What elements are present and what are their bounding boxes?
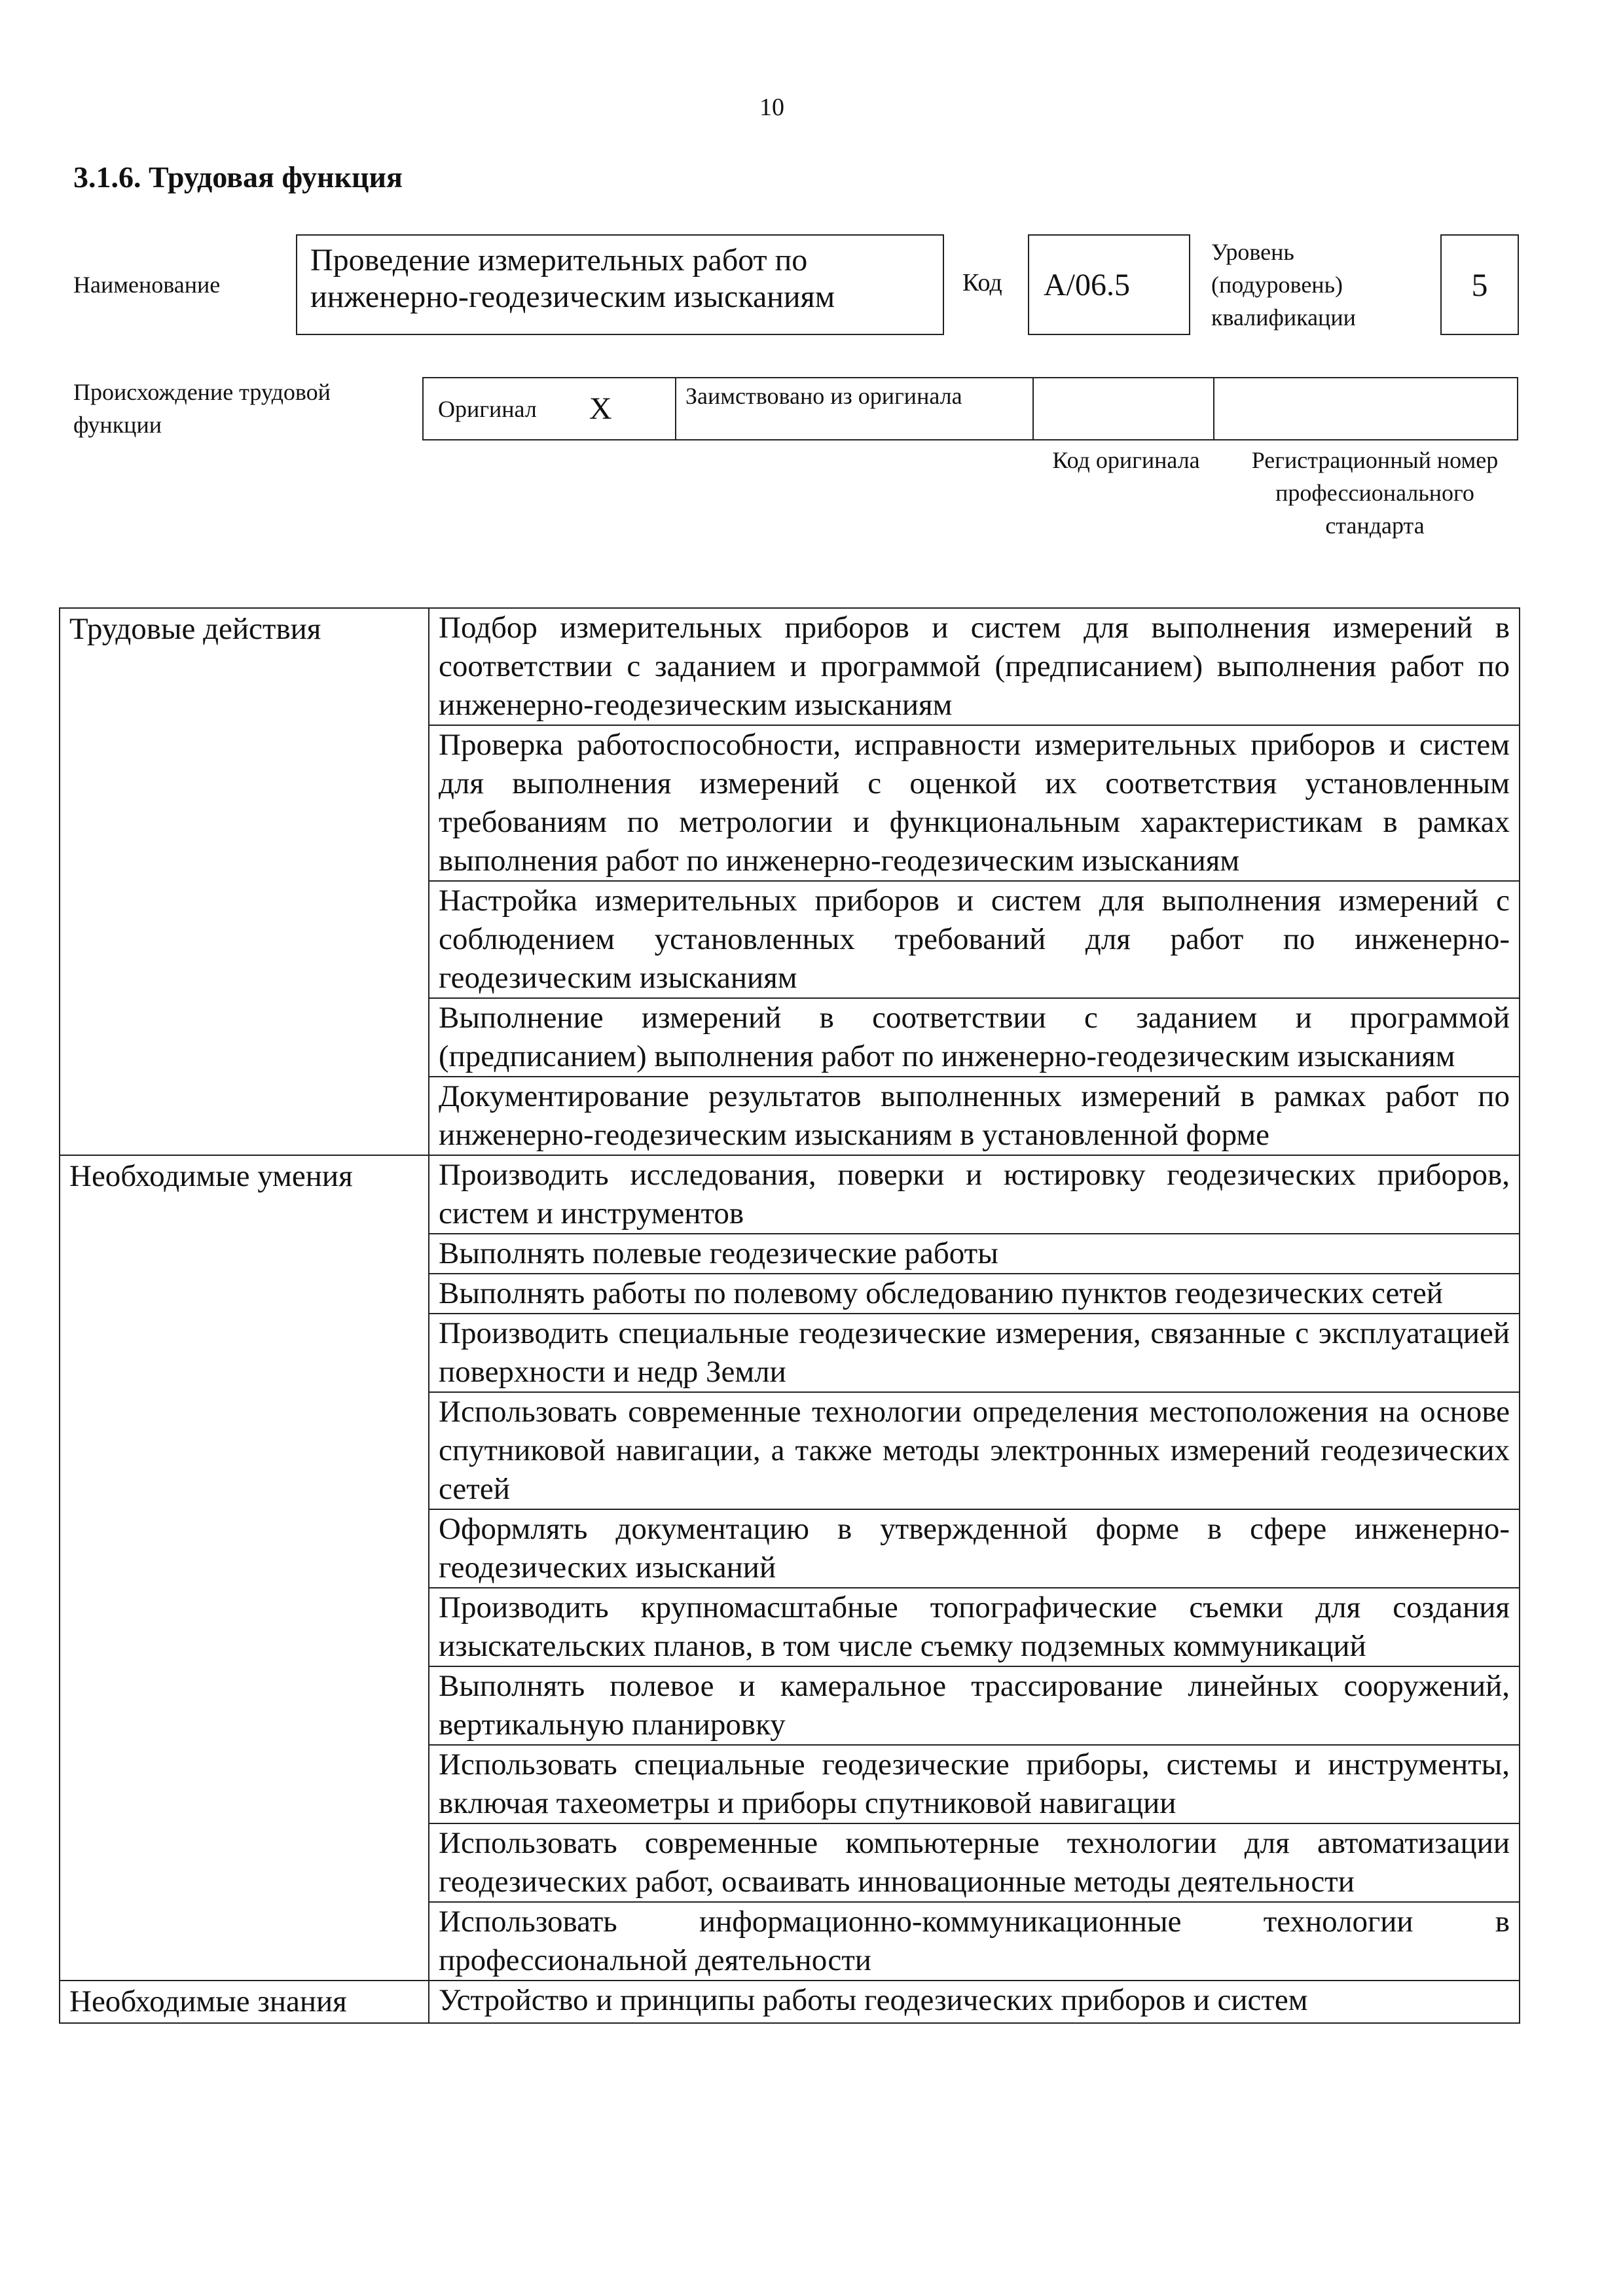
code-value: A/06.5 — [1044, 267, 1130, 302]
section-item: Подбор измерительных приборов и систем для выполнения измерений в соответствии с заданием и программой (предписанием) выполнения работ по инженерно-геодезическим изысканиям — [429, 608, 1520, 725]
caption-registration-number: Регистрационный номер профессионального стандарта — [1251, 447, 1499, 539]
level-label: Уровень (подуровень) квалификации — [1211, 239, 1356, 331]
section-item: Настройка измерительных приборов и систем для выполнения измерений с соблюдением установленных требований для работ по инженерно-геодезическим изысканиям — [429, 881, 1520, 998]
origin-original-cell — [424, 378, 676, 439]
section-item: Выполнение измерений в соответствии с заданием и программой (предписанием) выполнения работ по инженерно-геодезическим изысканиям — [429, 998, 1520, 1077]
table-row — [60, 608, 1520, 725]
level-box — [1440, 234, 1519, 335]
function-details-table — [59, 607, 1520, 2024]
caption-original-code: Код оригинала — [1052, 447, 1200, 473]
section-item: Использовать современные компьютерные технологии для автоматизации геодезических работ, осваивать инновационные методы деятельности — [429, 1823, 1520, 1902]
origin-borrowed-cell — [676, 378, 1034, 439]
table-row — [60, 1155, 1520, 1234]
section-item: Производить специальные геодезические измерения, связанные с эксплуатацией поверхности и недр Земли — [429, 1314, 1520, 1392]
origin-table — [422, 377, 1518, 440]
name-label: Наименование — [73, 272, 221, 298]
section-item: Выполнять работы по полевому обследованию пунктов геодезических сетей — [429, 1274, 1520, 1314]
section-item: Использовать специальные геодезические приборы, системы и инструменты, включая тахеометры и приборы спутниковой навигации — [429, 1745, 1520, 1823]
function-name-box — [296, 234, 944, 335]
section-item: Документирование результатов выполненных измерений в рамках работ по инженерно-геодезическим изысканиям в установленной форме — [429, 1077, 1520, 1155]
borrowed-label: Заимствовано из оригинала — [685, 383, 962, 409]
function-name-value: Проведение измерительных работ по инженерно-геодезическим изысканиям — [310, 243, 835, 314]
section-title: 3.1.6. Трудовая функция — [73, 160, 403, 194]
section-title-cell: Трудовые действия — [60, 608, 429, 1155]
section-item: Производить исследования, поверки и юстировку геодезических приборов, систем и инструментов — [429, 1155, 1520, 1234]
section-item: Производить крупномасштабные топографические съемки для создания изыскательских планов, в том числе съемку подземных коммуникаций — [429, 1588, 1520, 1666]
original-label: Оригинал — [438, 395, 537, 422]
section-item: Выполнять полевое и камеральное трассирование линейных сооружений, вертикальную планировку — [429, 1666, 1520, 1745]
original-mark: X — [589, 391, 612, 426]
section-item: Устройство и принципы работы геодезических приборов и систем — [429, 1981, 1520, 2023]
origin-label: Происхождение трудовой функции — [73, 379, 331, 438]
code-label: Код — [962, 269, 1002, 296]
section-item: Использовать информационно-коммуникационные технологии в профессиональной деятельности — [429, 1902, 1520, 1981]
origin-reg-cell — [1214, 378, 1517, 439]
section-item: Проверка работоспособности, исправности измерительных приборов и систем для выполнения измерений с оценкой их соответствия установленным требованиям по метрологии и функциональным характеристикам в рамках выполнения работ по инженерно-геодезическим изысканиям — [429, 725, 1520, 881]
section-item: Использовать современные технологии определения местоположения на основе спутниковой навигации, а также методы электронных измерений геодезических сетей — [429, 1392, 1520, 1509]
section-title-cell: Необходимые умения — [60, 1155, 429, 1981]
page-number: 10 — [759, 94, 784, 121]
level-value: 5 — [1471, 266, 1488, 303]
table-row — [60, 1981, 1520, 2023]
section-item: Оформлять документацию в утвержденной форме в сфере инженерно-геодезических изысканий — [429, 1509, 1520, 1588]
origin-code-cell — [1034, 378, 1214, 439]
code-box — [1028, 234, 1190, 335]
section-item: Выполнять полевые геодезические работы — [429, 1234, 1520, 1274]
section-title-cell: Необходимые знания — [60, 1981, 429, 2023]
